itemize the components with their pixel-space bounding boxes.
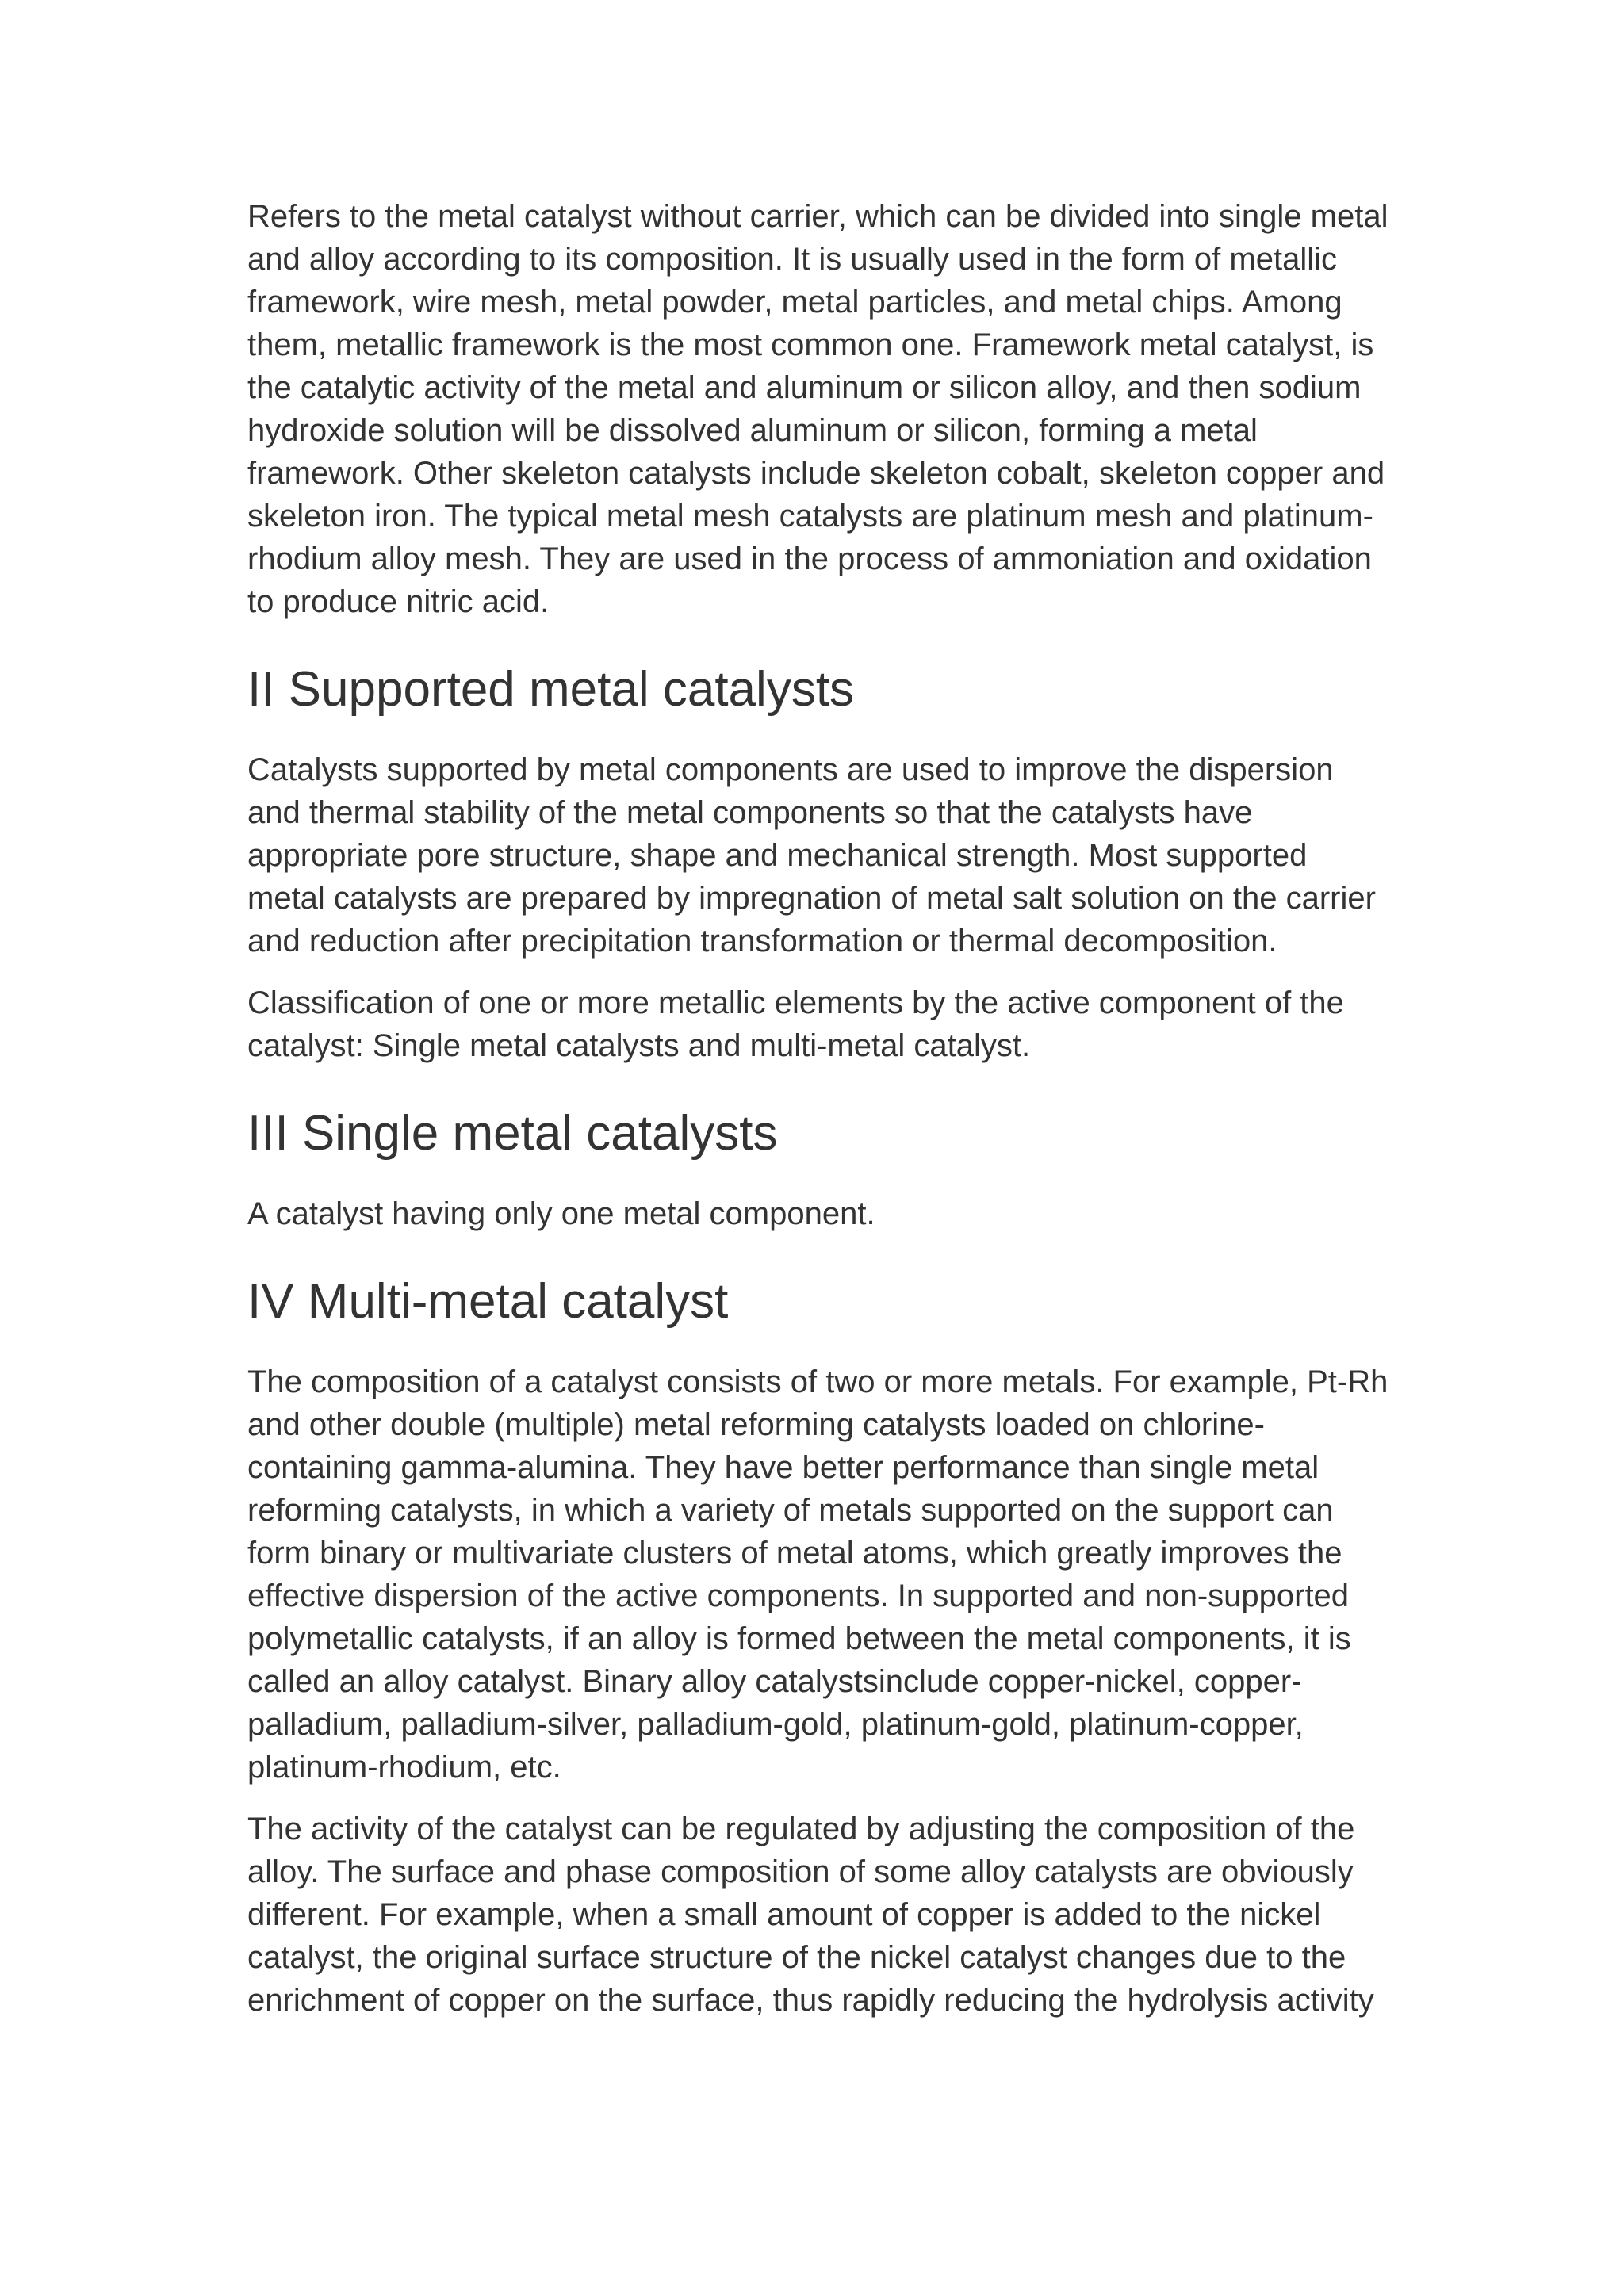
multi-metal-paragraph-1: The composition of a catalyst consists of two or more metals. For example, Pt-Rh and other double (multiple) metal reforming catalysts loaded on chlorine- containing gamma-alumina. They have better performance than single metal reforming catalysts, in which a variety of metals supported on the support can form binary or multivariate clusters of metal atoms, which greatly improves the effective dispersion of the active components. In supported and non-supported polymetallic catalysts, if an alloy is formed between the metal components, it is called an alloy catalyst. Binary alloy catalystsinclude copper-nickel, copper- palladium, palladium-silver, palladium-gold, platinum-gold, platinum-copper, platinum-rhodium, etc. (247, 1364, 1388, 1785)
supported-metal-paragraph-1: Catalysts supported by metal components are used to improve the dispersion and thermal stability of the metal components so that the catalysts have appropriate pore structure, shape and mechanical strength. Most supported metal catalysts are prepared by impregnation of metal salt solution on the carrier and reduction after precipitation transformation or thermal decomposition. (247, 752, 1376, 959)
intro-section (247, 195, 1396, 623)
intro-paragraph-1: Refers to the metal catalyst without carrier, which can be divided into single metal and alloy according to its composition. It is usually used in the form of metallic framework, wire mesh, metal powder, metal particles, and metal chips. Among them, metallic framework is the most common one. Framework metal catalyst, is the catalytic activity of the metal and aluminum or silicon alloy, and then sodium hydroxide solution will be dissolved aluminum or silicon, forming a metal framework. Other skeleton catalysts include skeleton cobalt, skeleton copper and skeleton iron. The typical metal mesh catalysts are platinum mesh and platinum- rhodium alloy mesh. They are used in the process of ammoniation and oxidation to produce nitric acid. (247, 199, 1388, 619)
supported-metal-heading: II Supported metal catalysts (247, 662, 855, 717)
multi-metal-paragraph-2: The activity of the catalyst can be regulated by adjusting the composition of the alloy. The surface and phase composition of some alloy catalysts are obviously different. For example, when a small amount of copper is added to the nickel catalyst, the original surface structure of the nickel catalyst changes due to the enrichment of copper on the surface, thus rapidly reducing the hydrolysis activity (247, 1812, 1374, 2018)
multi-metal-section (247, 1273, 1396, 2022)
single-metal-heading: III Single metal catalysts (247, 1106, 778, 1161)
single-metal-section (247, 1105, 1396, 1235)
supported-metal-section (247, 661, 1396, 1067)
document-page (247, 195, 1396, 2041)
supported-metal-paragraph-2: Classification of one or more metallic elements by the active component of the catalyst: Single metal catalysts and multi-metal catalyst. (247, 985, 1344, 1063)
multi-metal-heading: IV Multi-metal catalyst (247, 1274, 729, 1329)
single-metal-paragraph-1: A catalyst having only one metal component. (247, 1196, 875, 1231)
